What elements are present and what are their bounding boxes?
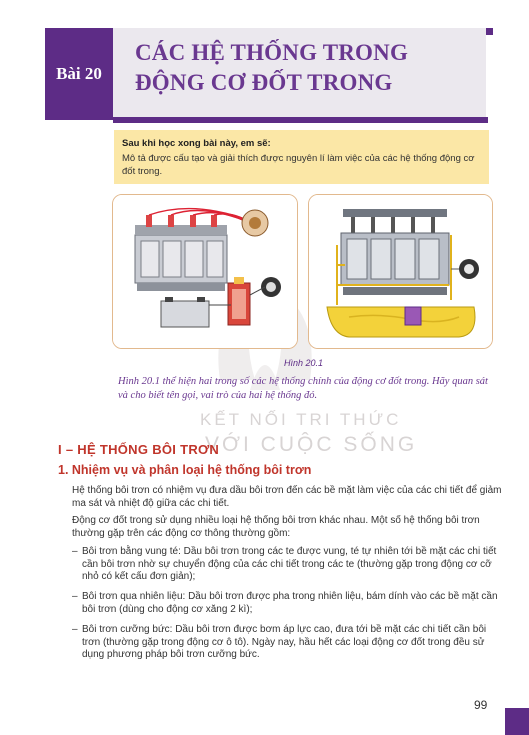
page-number: 99 (474, 698, 488, 712)
figure-lubrication-system (308, 194, 493, 349)
bullet-dash: – (72, 591, 78, 602)
figure-ignition-system (112, 194, 298, 349)
lesson-title-block (113, 28, 486, 120)
bullet-dash: – (72, 546, 78, 557)
objectives-text: Mô tả được cấu tạo và giải thích được nguyên lí làm việc của các hệ thống động cơ đốt trong. (122, 153, 475, 177)
paragraph-types-intro: Động cơ đốt trong sử dụng nhiều loại hệ thống bôi trơn khác nhau. Một số hệ thống bôi trơn thường gặp trên các động cơ thông thường gồm: (72, 515, 480, 539)
list-item (72, 591, 502, 616)
lesson-number-tab (45, 28, 113, 120)
engine-ignition-illustration (113, 195, 297, 348)
paragraph-purpose: Hệ thống bôi trơn có nhiệm vụ đưa dầu bôi trơn đến các bề mặt làm việc của các chi tiết để giảm ma sát và nhiệt độ giữa các chi tiết. (72, 485, 502, 509)
bullet-dash: – (72, 624, 78, 635)
title-underline-bar (113, 117, 488, 123)
list-item-text: Bôi trơn qua nhiên liệu: Dầu bôi trơn được pha trong nhiên liệu, bám dính vào các bề mặt cần bôi trơn (dùng cho động cơ xăng 2 kì); (82, 591, 498, 615)
watermark-line-1: KẾT NỐI TRI THỨC (200, 410, 402, 429)
engine-lubrication-illustration (309, 195, 492, 348)
learning-objectives-box (114, 130, 489, 184)
list-item (72, 624, 502, 662)
figure-caption: Hình 20.1 thể hiện hai trong số các hệ thống chính của động cơ đốt trong. Hãy quan sát và cho biết tên gọi, vai trò của hai hệ thống đó. (118, 376, 488, 401)
watermark-line-2: VỚI CUỘC SỐNG (205, 433, 418, 456)
objectives-heading: Sau khi học xong bài này, em sẽ: (122, 138, 271, 149)
lesson-title-line-2: ĐỘNG CƠ ĐỐT TRONG (135, 70, 393, 95)
lesson-title-line-1: CÁC HỆ THỐNG TRONG (135, 40, 409, 65)
subsection-heading: 1. Nhiệm vụ và phân loại hệ thống bôi trơn (58, 463, 312, 477)
list-item-text: Bôi trơn bằng vung té: Dầu bôi trơn trong các te được vung, té tự nhiên tới bề mặt các chi tiết cần bôi trơn nhờ sự chuyển động của các chi tiết trong các te (thường gặp trong động cơ cỡ nhỏ có kết cấu đơn giản); (82, 546, 497, 582)
list-item-text: Bôi trơn cưỡng bức: Dầu bôi trơn được bơm áp lực cao, đưa tới bề mặt các chi tiết cần bôi trơn (thường gặp trong động cơ ô tô). Ngày nay, hầu hết các loại động cơ đốt trong đều sử dụng phương pháp bôi trơn cưỡng bức. (82, 624, 487, 660)
title-corner-accent (486, 28, 493, 35)
page-corner-accent (505, 708, 529, 735)
section-heading: I – HỆ THỐNG BÔI TRƠN (58, 442, 220, 457)
lesson-label: Bài 20 (56, 64, 102, 83)
list-item (72, 546, 502, 584)
figure-label: Hình 20.1 (284, 358, 324, 368)
